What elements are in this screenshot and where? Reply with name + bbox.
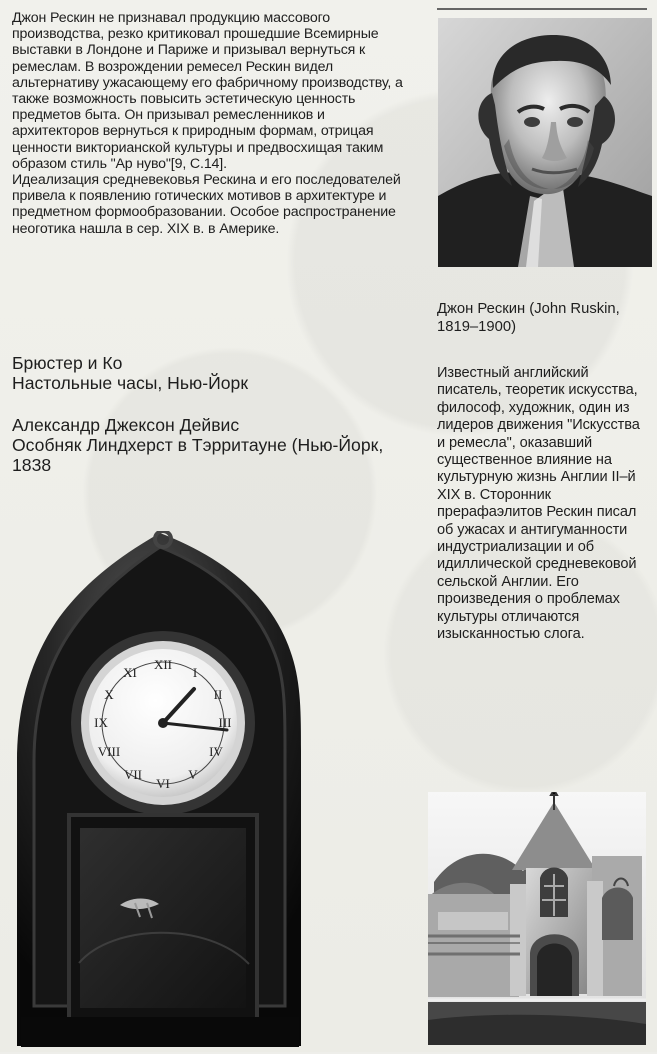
svg-text:XII: XII bbox=[153, 657, 173, 672]
svg-text:I: I bbox=[192, 665, 198, 680]
portrait-photo-icon bbox=[438, 18, 652, 267]
gothic-clock-icon bbox=[17, 531, 303, 1049]
svg-text:V: V bbox=[188, 767, 198, 782]
house-caption-line-1: Александр Джексон Дейвис bbox=[12, 415, 240, 435]
house-caption-line-2: Особняк Линдхерст в Тэрритауне (Нью-Йорк, 1838 bbox=[12, 435, 384, 475]
main-article-text bbox=[12, 10, 415, 237]
svg-text:XI: XI bbox=[123, 665, 137, 680]
biography-text: Известный английский писатель, теоретик искусства, философ, художник, один из лидеров движения "Искусства и ремесла", оказавший существенное влияние на культурную жизнь Англии II–й XIX в. Сторонник прерафаэлитов Рескин писал об ужасах и антигуманности индустриализации и об идиллической средневековой сельской Англии. Его произведения о проблемах культуры отличаются изысканностью слога. bbox=[437, 365, 640, 643]
house-caption bbox=[12, 415, 402, 475]
gothic-mansion-icon bbox=[428, 792, 646, 1045]
svg-text:X: X bbox=[104, 687, 114, 702]
top-rule bbox=[437, 0, 647, 10]
lyndhurst-mansion-photo bbox=[428, 792, 646, 1045]
portrait-caption: Джон Рескин (John Ruskin, 1819–1900) bbox=[437, 301, 620, 335]
clock-caption-line-2: Настольные часы, Нью-Йорк bbox=[12, 373, 249, 393]
bottom-edge bbox=[0, 1044, 657, 1052]
gothic-clock-photo bbox=[17, 531, 303, 1049]
clock-caption-line-1: Брюстер и Ко bbox=[12, 353, 123, 373]
svg-text:III: III bbox=[218, 715, 232, 730]
clock-caption bbox=[12, 353, 412, 393]
svg-text:VIII: VIII bbox=[97, 744, 121, 759]
john-ruskin-portrait bbox=[438, 18, 652, 267]
main-paragraph-1: Джон Рескин не признавал продукцию массового производства, резко критиковал прошедшие Всемирные выставки в Лондоне и Париже и призывал вернуться к ремеслам. В возрождении ремесел Рескин видел альтернативу ужасающему его фабричному производству, а также возможность повысить эстетическую ценность предметов быта. Он призывал ремесленников и архитекторов вернуться к природным формам, отрицая ценности викторианской культуры и предвосхищая таким образом стиль "Ар нуво"[9, С.14]. bbox=[12, 10, 403, 172]
svg-text:VI: VI bbox=[156, 776, 170, 791]
svg-text:IV: IV bbox=[209, 744, 223, 759]
svg-text:II: II bbox=[213, 687, 223, 702]
main-paragraph-2: Идеализация средневековья Рескина и его последователей привела к появлению готических мотивов в архитектуре и предметном формообразовании. Особое распространение неоготика нашла в сер. XIX в. в Америке. bbox=[12, 172, 401, 237]
svg-text:VII: VII bbox=[123, 767, 143, 782]
svg-text:IX: IX bbox=[94, 715, 108, 730]
